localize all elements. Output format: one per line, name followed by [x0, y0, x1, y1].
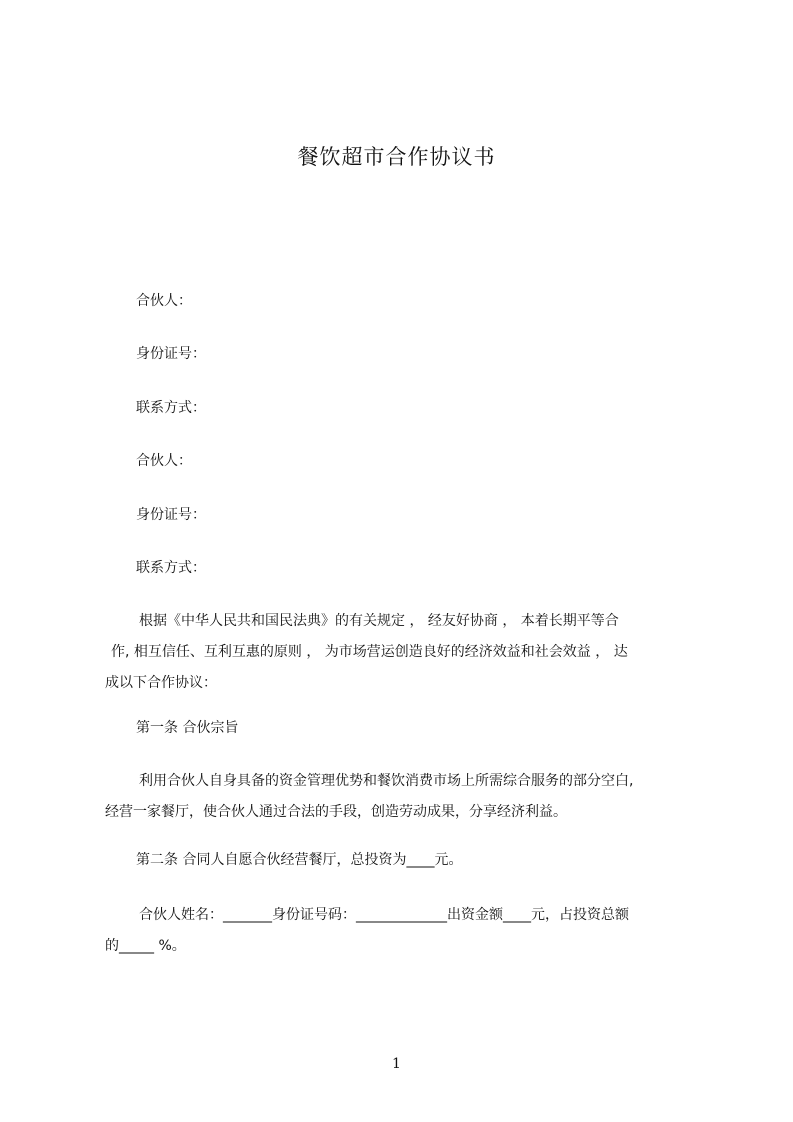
article-1-heading: 第一条 合伙宗旨	[136, 720, 239, 736]
article-1-line-2: 经营一家餐厅，使合伙人通过合法的手段，创造劳动成果，分享经济利益。	[105, 804, 567, 820]
article-1-line-1: 利用合伙人自身具备的资金管理优势和餐饮消费市场上所需综合服务的部分空白,	[139, 773, 634, 789]
contact-field-1: 联系方式：	[136, 400, 206, 416]
contact-field-2: 联系方式：	[136, 560, 206, 576]
article-2-heading: 第二条 合同人自愿合伙经营餐厅，总投资为____元。	[136, 852, 463, 868]
article-2-body	[105, 905, 705, 967]
article-2-line-1: 合伙人姓名：_______身份证号码：_____________出资金额____元，占投资总额	[139, 907, 629, 923]
page-number: 1	[392, 1056, 401, 1072]
preamble-paragraph	[105, 611, 705, 704]
partner-name-field-2: 合伙人：	[136, 453, 192, 469]
id-number-field-2: 身份证号：	[136, 507, 206, 523]
preamble-line-3: 成以下合作协议：	[105, 675, 217, 691]
id-number-field-1: 身份证号：	[136, 346, 206, 362]
partner-name-field-1: 合伙人：	[136, 293, 192, 309]
document-title: 餐饮超市合作协议书	[297, 145, 496, 169]
article-2-line-2: 的_____ %。	[105, 938, 186, 954]
preamble-line-2: 作, 相互信任、互利互惠的原则 ， 为市场营运创造良好的经济效益和社会效益 ， 达	[111, 644, 628, 660]
preamble-line-1: 根据《中华人民共和国民法典》的有关规定 ， 经友好协商 ， 本着长期平等合	[139, 613, 619, 629]
article-1-body	[105, 771, 705, 833]
